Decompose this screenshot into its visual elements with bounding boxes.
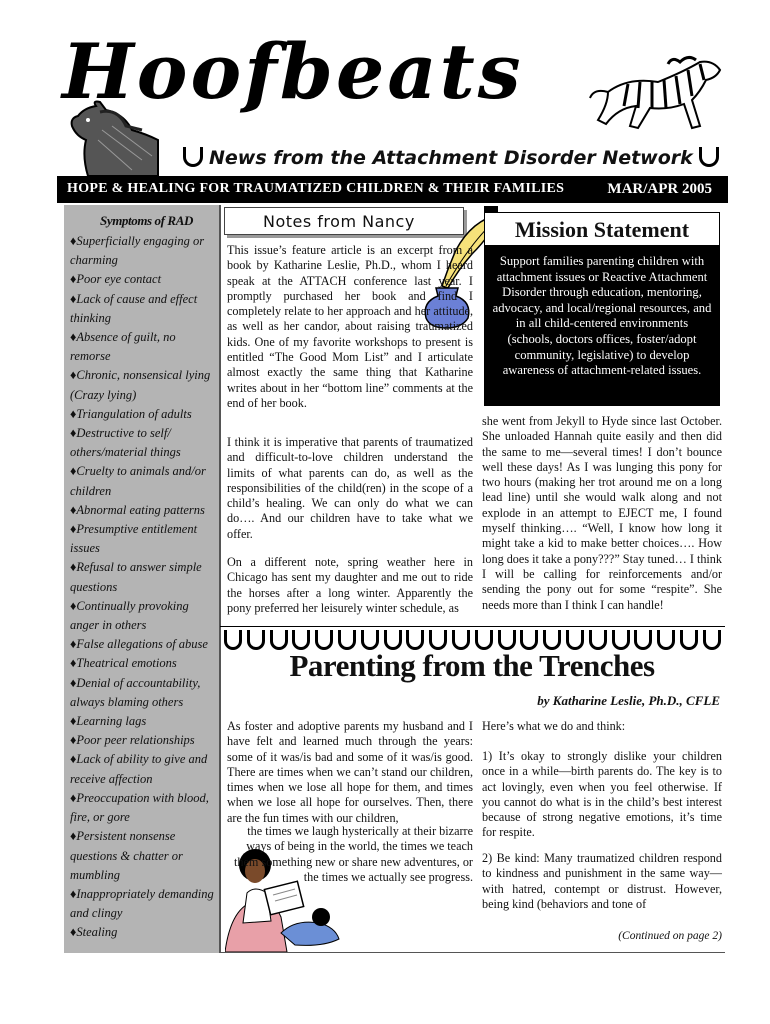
horseshoe-icon [520, 630, 538, 650]
horseshoe-icon [429, 630, 447, 650]
symptom-item: ♦Abnormal eating patterns [70, 502, 205, 517]
symptom-list [70, 232, 216, 943]
symptom-item: ♦Absence of guilt, no remorse [70, 330, 176, 364]
symptom-item: ♦Lack of cause and effect thinking [70, 291, 198, 325]
horseshoe-icon [183, 147, 203, 167]
horseshoe-icon [270, 630, 288, 650]
article-title: Parenting from the Trenches [289, 648, 655, 683]
horse-head-icon [62, 100, 174, 178]
horseshoe-icon [589, 630, 607, 650]
symptom-item: ♦Inappropriately demanding and clingy [70, 886, 214, 921]
horseshoe-icon [384, 630, 402, 650]
horseshoe-icon [475, 630, 493, 650]
horseshoe-icon [498, 630, 516, 650]
symptom-item: ♦Superficially engaging or charming [70, 234, 205, 268]
nancy-paragraph: On a different note, spring weather here in Chicago has sent my daughter and me out to ride the horses after a long winter. Apparently the pony preferred her leisurely winter schedule, as [227, 555, 473, 615]
horseshoe-icon [680, 630, 698, 650]
issue-date: MAR/APR 2005 [607, 181, 712, 197]
bottom-rule [220, 952, 725, 953]
symptom-item: ♦Preoccupation with blood, fire, or gore [70, 790, 209, 825]
symptom-item: ♦Poor peer relationships [70, 733, 195, 748]
horseshoe-icon [247, 630, 265, 650]
symptom-item: ♦Learning lags [70, 714, 147, 729]
nancy-continued-paragraph: she went from Jekyll to Hyde since last October. She unloaded Hannah quite easily and then did the same to me—several times! I don’t bounce well these days! As I was lunging this pony for two hours (making her trot around me on a long lead line) until she would walk along and not explode in an attempt to EJECT me, I found myself thinking…. “Well, I know how long it might take a kid to make better choices…. How long does it take a pony???” Stay tuned… I think I will be calling for reinforcements and/or sending the pony out for some “respite”. She needs more than I think I can handle! [482, 414, 722, 612]
horseshoe-icon [657, 630, 675, 650]
horseshoe-icon [566, 630, 584, 650]
symptom-item: ♦Refusal to answer simple questions [70, 560, 202, 594]
symptom-item: ♦False allegations of abuse [70, 637, 208, 652]
symptom-item: ♦Persistent nonsense questions & chatter or mumbling [70, 829, 183, 882]
symptom-item: ♦Cruelty to animals and/or children [70, 464, 206, 498]
article-byline: by Katharine Leslie, Ph.D., CFLE [537, 693, 720, 708]
mission-statement-text: Support families parenting children with attachment issues or Reactive Attachment Disorder through education, mentoring, advocacy, and local/regional resources, and in all child-centered environments (schools, doctors offices, foster/adopt community, legislative) to develop awareness of attachment-related issues. [484, 246, 720, 406]
horseshoe-icon [292, 630, 310, 650]
nancy-paragraph: This issue’s feature article is an excerpt from a book by Katharine Leslie, Ph.D., whom I heard speak at the ATTACH conference last year. I promptly purchased her book and find I completely relate to her approach and her attitude, as well as her candor, about raising traumatized kids. One of my favorite workshops to present is entitled “The Good Mom List” and I articulate almost exactly the same thing that Katharine writes about in her “bottom line” comments at the end of her book. [227, 243, 473, 410]
symptom-item: ♦Triangulation of adults [70, 406, 192, 421]
horseshoe-icon [338, 630, 356, 650]
sidebar-title: Symptoms of RAD [100, 213, 193, 228]
article-intro: Here’s what we do and think: [482, 719, 626, 733]
symptom-item: ♦Lack of ability to give and receive affection [70, 752, 208, 786]
masthead-subtitle: News from the Attachment Disorder Network [177, 147, 725, 169]
article-paragraph: As foster and adoptive parents my husband and I have felt and learned much through the years: some of it was/is bad and some of it was/is good. There are times when we can’t stand our children, times when we lose all hope for them, and times when we lose all hope for ourselves. Then, there are the fun times with our children, [227, 719, 473, 825]
symptom-item: ♦Presumptive entitlement issues [70, 522, 198, 556]
symptom-item: ♦Stealing [70, 925, 118, 940]
tagline: HOPE & HEALING FOR TRAUMATIZED CHILDREN & THEIR FAMILIES [67, 181, 565, 196]
horseshoe-icon [452, 630, 470, 650]
symptom-item: ♦Theatrical emotions [70, 656, 177, 671]
notes-from-nancy-heading: Notes from Nancy [224, 207, 464, 235]
horseshoe-icon [634, 630, 652, 650]
tagline-banner [57, 176, 728, 203]
horseshoe-icon [406, 630, 424, 650]
horseshoe-icon [699, 147, 719, 167]
horseshoe-icon [315, 630, 333, 650]
nancy-paragraph: I think it is imperative that parents of traumatized and difficult-to-love children understand the limits of what parents can do, as well as the responsibilities of the child(ren) in the scope of a child’s healing. We can only do what we can do…. And our children have to take what we offer. [227, 435, 473, 541]
article-paragraph: 2) Be kind: Many traumatized children respond to kindness and punishment in the same way—with hatred, contempt or distrust. However, being kind (behaviors and tone of [482, 851, 722, 911]
symptom-item: ♦Denial of accountability, always blaming others [70, 675, 201, 709]
symptom-item: ♦Chronic, nonsensical lying (Crazy lying) [70, 368, 211, 402]
article-paragraph: 1) It’s okay to strongly dislike your children once in a while—birth parents do. The key is to act lovingly, even when you feel otherwise. If you cannot do what is in the child’s best interest because of strong negative emotions, it’s time for respite. [482, 749, 722, 840]
horseshoe-icon [361, 630, 379, 650]
horseshoe-icon [224, 630, 242, 650]
masthead-title: Hoofbeats [62, 27, 524, 116]
continued-link[interactable]: (Continued on page 2) [618, 930, 722, 942]
symptom-item: ♦Continually provoking anger in others [70, 598, 189, 633]
horseshoe-icon [612, 630, 630, 650]
horseshoe-icon [543, 630, 561, 650]
mission-statement-heading: Mission Statement [484, 212, 720, 246]
horseshoe-icon [703, 630, 721, 650]
symptom-item: ♦Poor eye contact [70, 272, 162, 287]
zebra-running-icon [588, 52, 728, 138]
symptom-item: ♦Destructive to self/ others/material things [70, 426, 181, 460]
article-paragraph: the times we laugh hysterically at their bizarre ways of being in the world, the times we teach them something new or share new adventures, or the times we actually see progress. [234, 824, 473, 884]
